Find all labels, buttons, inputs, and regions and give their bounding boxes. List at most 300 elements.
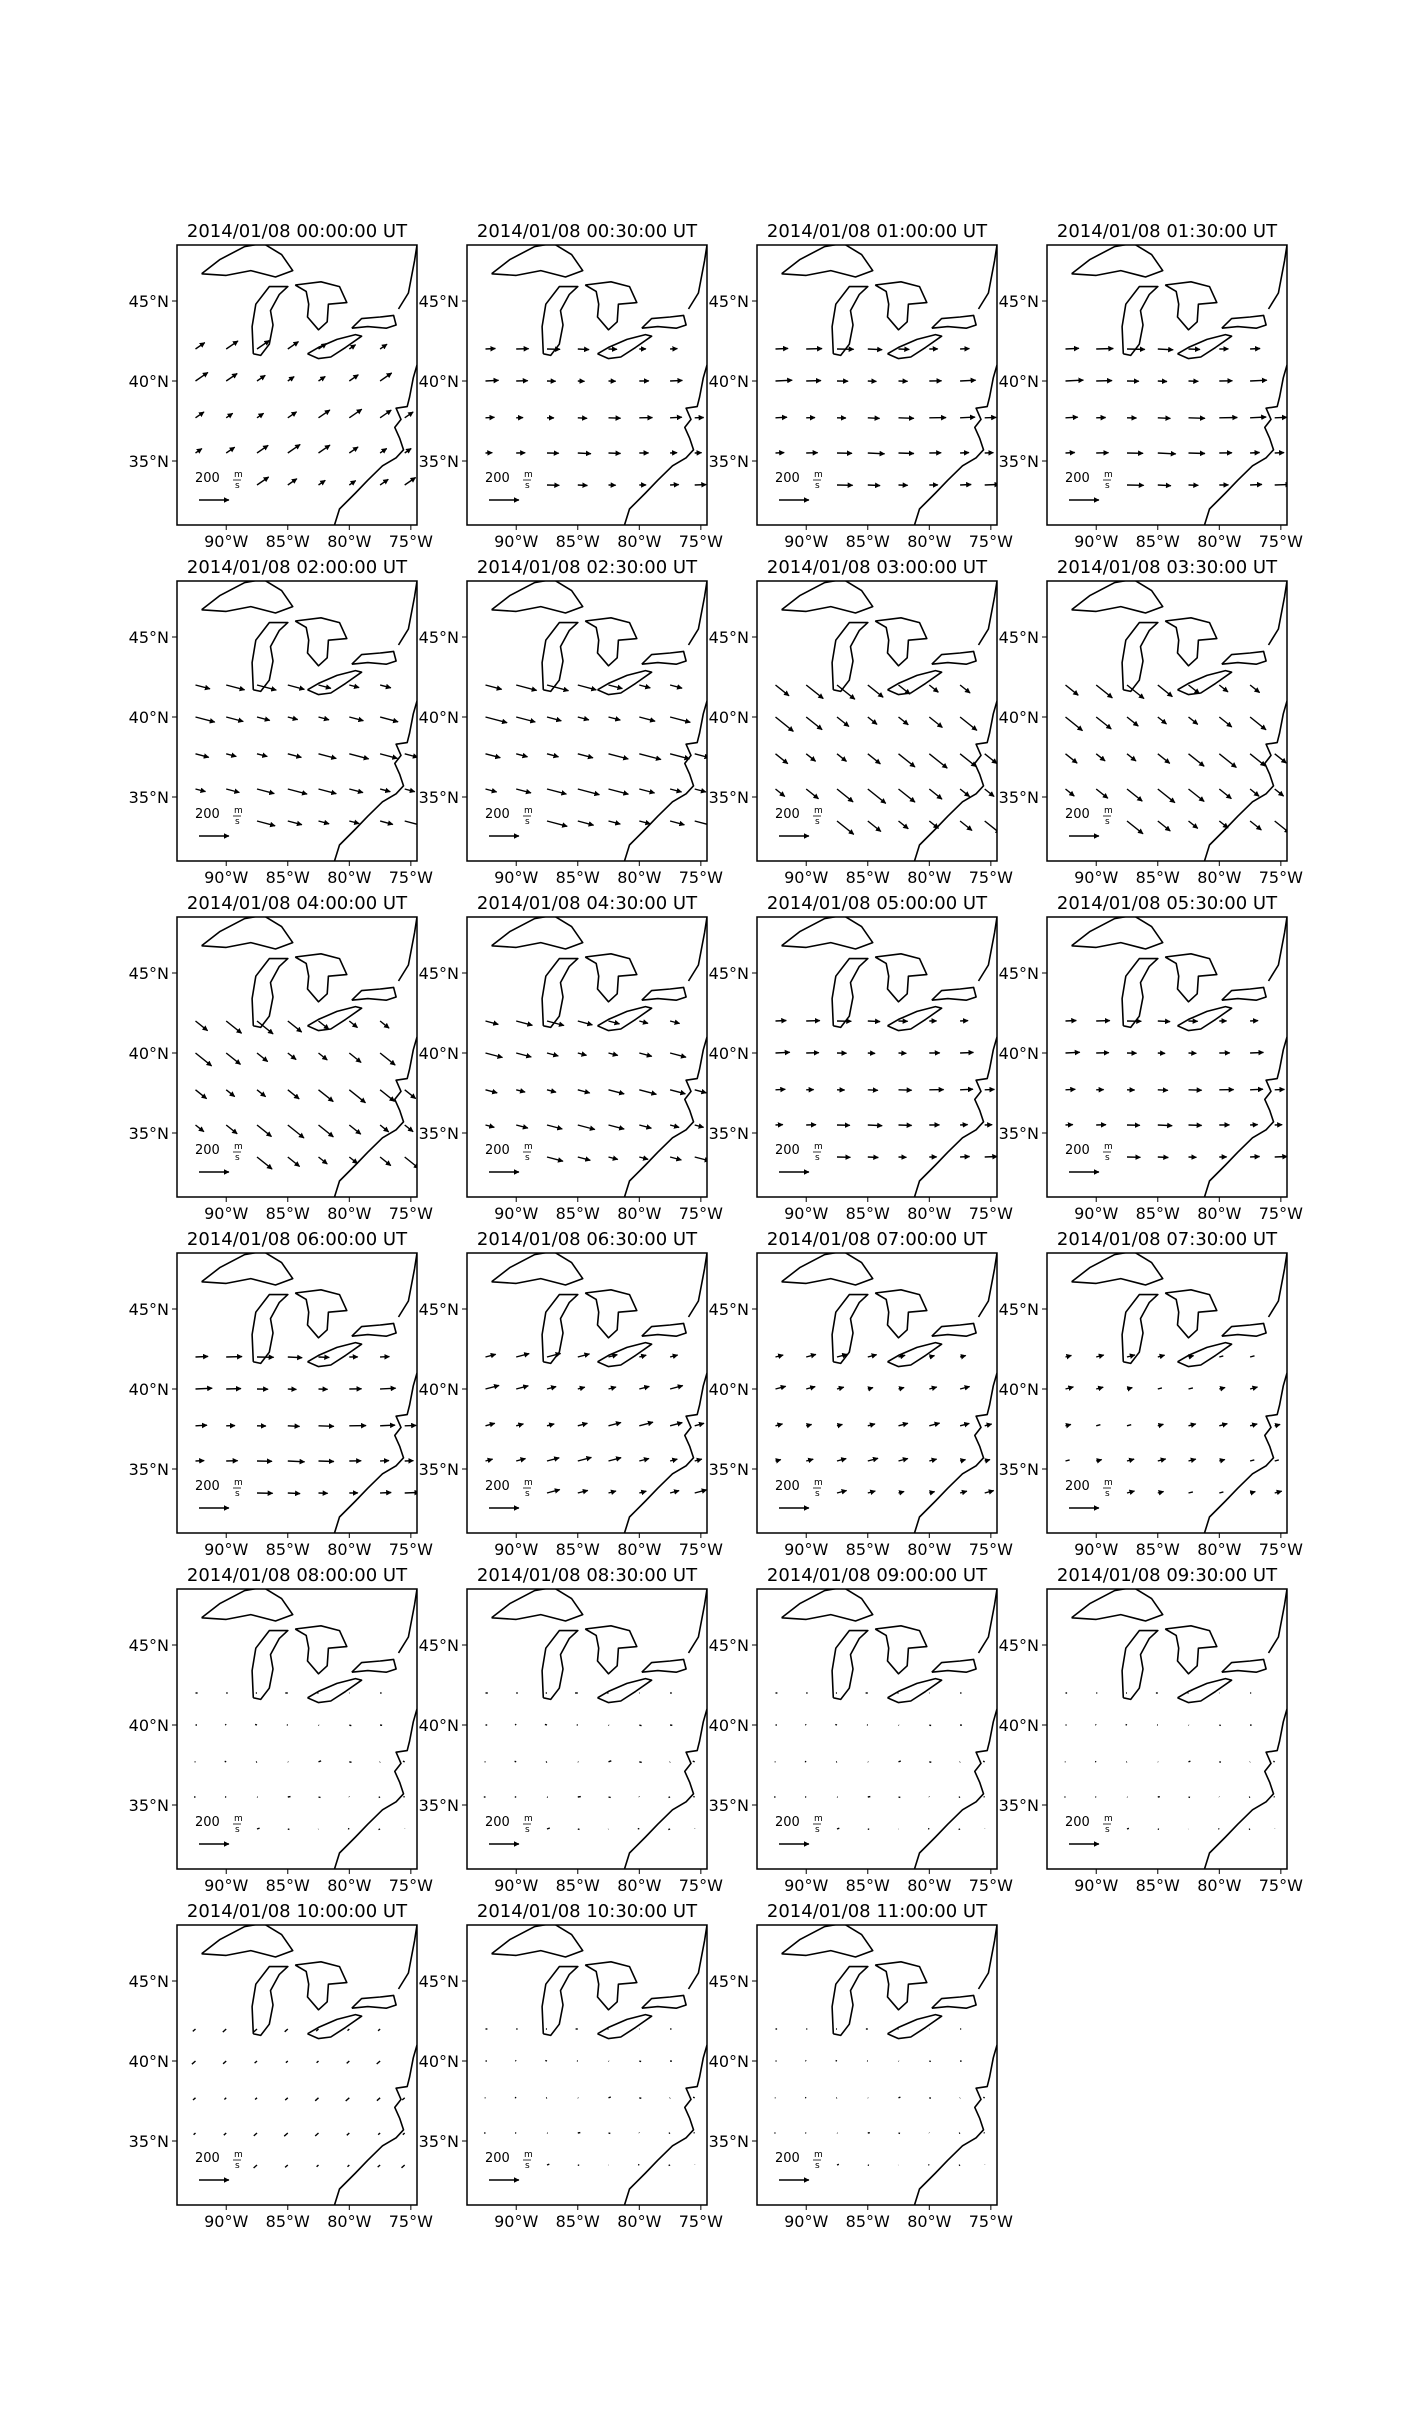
wind-arrow (547, 2164, 549, 2165)
wind-arrow (960, 417, 975, 418)
x-tick-label: 90°W (784, 868, 829, 887)
wind-arrow (578, 418, 587, 419)
wind-arrow (868, 1021, 880, 1022)
panel-title: 2014/01/08 05:30:00 UT (1056, 893, 1278, 914)
reference-unit-num: m (1104, 806, 1113, 816)
panel-title: 2014/01/08 03:00:00 UT (766, 557, 988, 578)
x-tick-label: 90°W (494, 532, 539, 551)
wind-arrow (868, 349, 882, 350)
y-tick-label: 35°N (708, 788, 749, 807)
map-panel (419, 1565, 723, 1895)
panel-title: 2014/01/08 03:30:00 UT (1056, 557, 1278, 578)
y-tick-label: 35°N (998, 1796, 1039, 1815)
map-panel (709, 1565, 1013, 1895)
y-tick-label: 40°N (128, 372, 169, 391)
map-panel (709, 1901, 1013, 2231)
y-tick-label: 40°N (708, 1044, 749, 1063)
reference-unit-num: m (814, 2150, 823, 2160)
x-tick-label: 75°W (1258, 1540, 1303, 1559)
reference-label: 200 (195, 1815, 220, 1830)
panel-title: 2014/01/08 11:00:00 UT (766, 1901, 988, 1922)
wind-arrow (380, 1493, 391, 1494)
reference-unit-den: s (525, 817, 530, 827)
wind-arrow (1250, 380, 1267, 381)
x-tick-label: 85°W (1135, 1540, 1180, 1559)
x-tick-label: 75°W (1258, 1204, 1303, 1223)
y-tick-label: 40°N (708, 1380, 749, 1399)
wind-arrow (1066, 453, 1075, 454)
y-tick-label: 40°N (998, 708, 1039, 727)
wind-arrow (578, 453, 591, 454)
wind-arrow (1158, 485, 1171, 486)
reference-unit-num: m (234, 806, 243, 816)
x-tick-label: 80°W (327, 868, 372, 887)
wind-arrow (837, 1828, 839, 1829)
wind-arrow (868, 1125, 882, 1126)
wind-arrow (1275, 1157, 1288, 1158)
reference-label: 200 (775, 1143, 800, 1158)
wind-arrow (899, 418, 914, 419)
reference-label: 200 (485, 2151, 510, 2166)
wind-arrow (486, 380, 499, 381)
y-tick-label: 35°N (418, 1124, 459, 1143)
x-tick-label: 90°W (204, 1540, 249, 1559)
y-tick-label: 45°N (708, 1636, 749, 1655)
wind-arrow (547, 1828, 550, 1829)
y-tick-label: 45°N (998, 1300, 1039, 1319)
wind-arrow (1189, 453, 1206, 454)
y-tick-label: 35°N (998, 452, 1039, 471)
y-tick-label: 35°N (418, 2132, 459, 2151)
reference-unit-den: s (1105, 481, 1110, 491)
wind-arrow (1158, 453, 1176, 454)
y-tick-label: 45°N (998, 628, 1039, 647)
wind-arrow (288, 1357, 302, 1358)
reference-unit-den: s (235, 1489, 240, 1499)
panel-title: 2014/01/08 04:30:00 UT (476, 893, 698, 914)
reference-label: 200 (775, 1815, 800, 1830)
y-tick-label: 40°N (128, 1044, 169, 1063)
x-tick-label: 85°W (1135, 1876, 1180, 1895)
wind-arrow (1066, 417, 1078, 418)
reference-unit-num: m (1104, 470, 1113, 480)
x-tick-label: 80°W (617, 1204, 662, 1223)
x-tick-label: 75°W (1258, 868, 1303, 887)
reference-unit-den: s (525, 481, 530, 491)
wind-arrow (868, 1090, 878, 1091)
x-tick-label: 90°W (204, 1876, 249, 1895)
wind-arrow (868, 453, 885, 454)
x-tick-label: 85°W (845, 1540, 890, 1559)
x-tick-label: 75°W (1258, 532, 1303, 551)
panel-title: 2014/01/08 01:30:00 UT (1056, 221, 1278, 242)
wind-arrow (578, 485, 588, 486)
x-tick-label: 90°W (1074, 1204, 1119, 1223)
reference-unit-num: m (234, 1814, 243, 1824)
y-tick-label: 45°N (128, 628, 169, 647)
y-tick-label: 45°N (128, 1300, 169, 1319)
reference-unit-num: m (814, 1142, 823, 1152)
x-tick-label: 75°W (388, 868, 433, 887)
wind-arrow (929, 1725, 931, 1726)
wind-arrow (639, 1762, 641, 1763)
reference-unit-den: s (1105, 1153, 1110, 1163)
y-tick-label: 45°N (128, 1972, 169, 1991)
y-tick-label: 45°N (418, 628, 459, 647)
x-tick-label: 90°W (204, 2212, 249, 2231)
wind-arrow (960, 1089, 973, 1090)
panel-title: 2014/01/08 00:00:00 UT (186, 221, 408, 242)
y-tick-label: 45°N (418, 1972, 459, 1991)
y-tick-label: 45°N (418, 1636, 459, 1655)
wind-arrow (257, 1828, 260, 1829)
panel-title: 2014/01/08 07:30:00 UT (1056, 1229, 1278, 1250)
x-tick-label: 85°W (845, 868, 890, 887)
y-tick-label: 40°N (418, 372, 459, 391)
wind-arrow (899, 453, 914, 454)
reference-unit-num: m (234, 2150, 243, 2160)
x-tick-label: 80°W (907, 1876, 952, 1895)
y-tick-label: 45°N (418, 292, 459, 311)
y-tick-label: 35°N (418, 1796, 459, 1815)
reference-unit-den: s (235, 2161, 240, 2171)
reference-unit-den: s (525, 1489, 530, 1499)
wind-arrow (668, 1829, 670, 1830)
wind-arrow (1189, 418, 1206, 419)
y-tick-label: 35°N (998, 788, 1039, 807)
y-tick-label: 40°N (708, 1716, 749, 1735)
wind-arrow (225, 1761, 227, 1762)
reference-label: 200 (195, 1143, 220, 1158)
map-panel (999, 221, 1303, 551)
x-tick-label: 80°W (907, 1204, 952, 1223)
wind-arrow (1158, 418, 1171, 419)
reference-unit-num: m (814, 806, 823, 816)
wind-arrow (985, 1157, 998, 1158)
x-tick-label: 80°W (617, 2212, 662, 2231)
reference-unit-den: s (1105, 1489, 1110, 1499)
wind-arrow (288, 1461, 305, 1462)
y-tick-label: 35°N (128, 452, 169, 471)
y-tick-label: 35°N (708, 1460, 749, 1479)
x-tick-label: 75°W (968, 2212, 1013, 2231)
reference-unit-num: m (814, 470, 823, 480)
wind-arrow (319, 1761, 322, 1762)
panel-title: 2014/01/08 08:00:00 UT (186, 1565, 408, 1586)
wind-arrow (868, 485, 880, 486)
reference-unit-num: m (524, 1142, 533, 1152)
panel-title: 2014/01/08 09:30:00 UT (1056, 1565, 1278, 1586)
wind-arrow (929, 1762, 931, 1763)
reference-label: 200 (1065, 807, 1090, 822)
y-tick-label: 35°N (128, 1460, 169, 1479)
map-panel (709, 893, 1013, 1223)
x-tick-label: 85°W (555, 868, 600, 887)
x-tick-label: 85°W (555, 2212, 600, 2231)
wind-arrow (1158, 1125, 1172, 1126)
wind-arrow (1158, 381, 1167, 382)
wind-arrow (776, 1089, 786, 1090)
x-tick-label: 75°W (678, 1876, 723, 1895)
y-tick-label: 35°N (708, 452, 749, 471)
panel-title: 2014/01/08 08:30:00 UT (476, 1565, 698, 1586)
panel-title: 2014/01/08 05:00:00 UT (766, 893, 988, 914)
wind-arrow (1250, 1089, 1263, 1090)
y-tick-label: 45°N (708, 1300, 749, 1319)
map-panel (709, 1229, 1013, 1559)
wind-arrow (1066, 1089, 1076, 1090)
x-tick-label: 80°W (1197, 1876, 1242, 1895)
wind-arrow (515, 1761, 517, 1762)
x-tick-label: 90°W (494, 1540, 539, 1559)
wind-arrow (776, 348, 789, 349)
y-tick-label: 35°N (998, 1124, 1039, 1143)
map-panel (129, 221, 433, 551)
wind-arrow (868, 1157, 879, 1158)
wind-arrow (670, 380, 682, 381)
x-tick-label: 75°W (678, 532, 723, 551)
x-tick-label: 90°W (784, 2212, 829, 2231)
x-tick-label: 80°W (327, 1204, 372, 1223)
panel-title: 2014/01/08 10:00:00 UT (186, 1901, 408, 1922)
reference-unit-den: s (815, 1825, 820, 1835)
map-panel (129, 893, 433, 1223)
reference-label: 200 (485, 1143, 510, 1158)
x-tick-label: 80°W (617, 1876, 662, 1895)
x-tick-label: 80°W (907, 868, 952, 887)
wind-arrow (255, 1724, 257, 1725)
reference-label: 200 (1065, 471, 1090, 486)
y-tick-label: 45°N (708, 1972, 749, 1991)
map-panel (999, 1565, 1303, 1895)
x-tick-label: 75°W (678, 2212, 723, 2231)
y-tick-label: 45°N (418, 1300, 459, 1319)
panel-title: 2014/01/08 06:00:00 UT (186, 1229, 408, 1250)
wind-arrow (835, 1725, 837, 1726)
reference-unit-num: m (814, 1478, 823, 1488)
x-tick-label: 85°W (845, 2212, 890, 2231)
wind-arrow (1158, 1090, 1168, 1091)
reference-unit-num: m (1104, 1814, 1113, 1824)
y-tick-label: 40°N (418, 708, 459, 727)
wind-arrow (1250, 349, 1260, 350)
wind-arrow (225, 1724, 226, 1725)
y-tick-label: 40°N (998, 1380, 1039, 1399)
panel-title: 2014/01/08 00:30:00 UT (476, 221, 698, 242)
wind-arrow (960, 485, 971, 486)
x-tick-label: 75°W (1258, 1876, 1303, 1895)
x-tick-label: 75°W (968, 1204, 1013, 1223)
x-tick-label: 90°W (1074, 532, 1119, 551)
reference-label: 200 (775, 2151, 800, 2166)
wind-arrow (1275, 417, 1287, 418)
wind-arrow (929, 2061, 931, 2062)
wind-arrow (1250, 484, 1262, 485)
y-tick-label: 45°N (998, 1636, 1039, 1655)
wind-arrow (1066, 380, 1084, 381)
wind-arrow (899, 1761, 901, 1762)
wind-arrow (1250, 1052, 1263, 1053)
x-tick-label: 90°W (1074, 868, 1119, 887)
wind-arrow (609, 1761, 612, 1762)
reference-unit-num: m (524, 470, 533, 480)
x-tick-label: 85°W (845, 1204, 890, 1223)
wind-arrow (609, 1797, 611, 1798)
x-tick-label: 85°W (265, 1540, 310, 1559)
reference-unit-den: s (235, 1825, 240, 1835)
wind-arrow (1219, 1725, 1221, 1726)
wind-arrow (1095, 1725, 1096, 1726)
map-panel (709, 221, 1013, 551)
wind-arrow (983, 1761, 985, 1762)
x-tick-label: 85°W (1135, 868, 1180, 887)
reference-unit-den: s (815, 1489, 820, 1499)
reference-label: 200 (775, 807, 800, 822)
wind-arrow (670, 417, 682, 418)
x-tick-label: 90°W (1074, 1876, 1119, 1895)
x-tick-label: 85°W (1135, 1204, 1180, 1223)
x-tick-label: 85°W (265, 532, 310, 551)
map-panel (419, 221, 723, 551)
reference-unit-den: s (235, 481, 240, 491)
reference-unit-num: m (524, 806, 533, 816)
reference-unit-den: s (525, 1825, 530, 1835)
x-tick-label: 80°W (1197, 1204, 1242, 1223)
x-tick-label: 90°W (1074, 1540, 1119, 1559)
reference-label: 200 (1065, 1143, 1090, 1158)
reference-unit-num: m (524, 2150, 533, 2160)
x-tick-label: 80°W (1197, 532, 1242, 551)
wind-arrow (1250, 453, 1260, 454)
panel-title: 2014/01/08 04:00:00 UT (186, 893, 408, 914)
panel-title: 2014/01/08 10:30:00 UT (476, 1901, 698, 1922)
x-tick-label: 85°W (555, 1876, 600, 1895)
wind-arrow (380, 1425, 395, 1426)
x-tick-label: 80°W (327, 2212, 372, 2231)
reference-unit-den: s (525, 1153, 530, 1163)
wind-arrow (486, 417, 495, 418)
reference-label: 200 (195, 2151, 220, 2166)
x-tick-label: 90°W (784, 1204, 829, 1223)
reference-unit-den: s (235, 817, 240, 827)
map-panel (999, 557, 1303, 887)
wind-arrow (837, 2164, 839, 2165)
x-tick-label: 75°W (968, 1876, 1013, 1895)
wind-arrow (776, 1052, 790, 1053)
reference-label: 200 (775, 1479, 800, 1494)
wind-arrow (196, 1356, 209, 1357)
wind-arrow (1250, 1157, 1260, 1158)
wind-arrow (776, 380, 793, 381)
reference-label: 200 (485, 471, 510, 486)
wind-arrow (960, 380, 976, 381)
y-tick-label: 35°N (708, 2132, 749, 2151)
map-panel (129, 1565, 433, 1895)
reference-label: 200 (1065, 1479, 1090, 1494)
x-tick-label: 85°W (265, 1204, 310, 1223)
wind-arrow (693, 1797, 694, 1798)
x-tick-label: 75°W (388, 2212, 433, 2231)
x-tick-label: 85°W (555, 1540, 600, 1559)
y-tick-label: 40°N (708, 372, 749, 391)
y-tick-label: 45°N (418, 964, 459, 983)
wind-arrow (1096, 349, 1113, 350)
panel-title: 2014/01/08 09:00:00 UT (766, 1565, 988, 1586)
wind-arrow (515, 1724, 516, 1725)
map-panel (419, 1901, 723, 2231)
panel-title: 2014/01/08 06:30:00 UT (476, 1229, 698, 1250)
reference-unit-den: s (815, 481, 820, 491)
y-tick-label: 40°N (128, 1716, 169, 1735)
y-tick-label: 40°N (418, 1380, 459, 1399)
panel-title: 2014/01/08 02:30:00 UT (476, 557, 698, 578)
y-tick-label: 35°N (418, 788, 459, 807)
reference-unit-num: m (234, 1478, 243, 1488)
x-tick-label: 75°W (968, 532, 1013, 551)
reference-label: 200 (485, 1815, 510, 1830)
wind-arrow (403, 1761, 405, 1762)
wind-arrow (1158, 1157, 1169, 1158)
panel-title: 2014/01/08 02:00:00 UT (186, 557, 408, 578)
wind-arrow (1158, 349, 1173, 350)
x-tick-label: 80°W (907, 1540, 952, 1559)
reference-unit-num: m (234, 470, 243, 480)
wind-arrow (1066, 1021, 1077, 1022)
x-tick-label: 75°W (678, 868, 723, 887)
x-tick-label: 85°W (1135, 532, 1180, 551)
x-tick-label: 80°W (907, 532, 952, 551)
wind-arrow (319, 1426, 334, 1427)
wind-arrow (1127, 1828, 1129, 1829)
y-tick-label: 35°N (418, 1460, 459, 1479)
reference-label: 200 (195, 1479, 220, 1494)
x-tick-label: 75°W (388, 1540, 433, 1559)
reference-unit-num: m (234, 1142, 243, 1152)
map-panel (419, 557, 723, 887)
map-panel (129, 1229, 433, 1559)
x-tick-label: 90°W (494, 2212, 539, 2231)
reference-unit-num: m (1104, 1142, 1113, 1152)
y-tick-label: 40°N (708, 708, 749, 727)
y-tick-label: 40°N (998, 1044, 1039, 1063)
wind-arrow (1066, 348, 1080, 349)
x-tick-label: 80°W (1197, 868, 1242, 887)
x-tick-label: 90°W (784, 1540, 829, 1559)
x-tick-label: 90°W (784, 532, 829, 551)
wind-arrow (899, 2097, 901, 2098)
reference-unit-den: s (235, 1153, 240, 1163)
x-tick-label: 75°W (388, 532, 433, 551)
x-tick-label: 85°W (845, 1876, 890, 1895)
y-tick-label: 45°N (998, 964, 1039, 983)
wind-arrow (515, 2060, 516, 2061)
y-tick-label: 45°N (128, 292, 169, 311)
x-tick-label: 75°W (678, 1204, 723, 1223)
y-tick-label: 40°N (418, 2052, 459, 2071)
x-tick-label: 75°W (968, 1540, 1013, 1559)
wind-arrow (349, 1762, 351, 1763)
reference-label: 200 (195, 471, 220, 486)
x-tick-label: 85°W (265, 1876, 310, 1895)
y-tick-label: 35°N (128, 1796, 169, 1815)
reference-unit-den: s (815, 817, 820, 827)
wind-arrow (959, 1829, 961, 1830)
x-tick-label: 85°W (555, 532, 600, 551)
x-tick-label: 80°W (327, 532, 372, 551)
x-tick-label: 85°W (265, 868, 310, 887)
x-tick-label: 75°W (678, 1540, 723, 1559)
wind-arrow (1066, 1052, 1080, 1053)
